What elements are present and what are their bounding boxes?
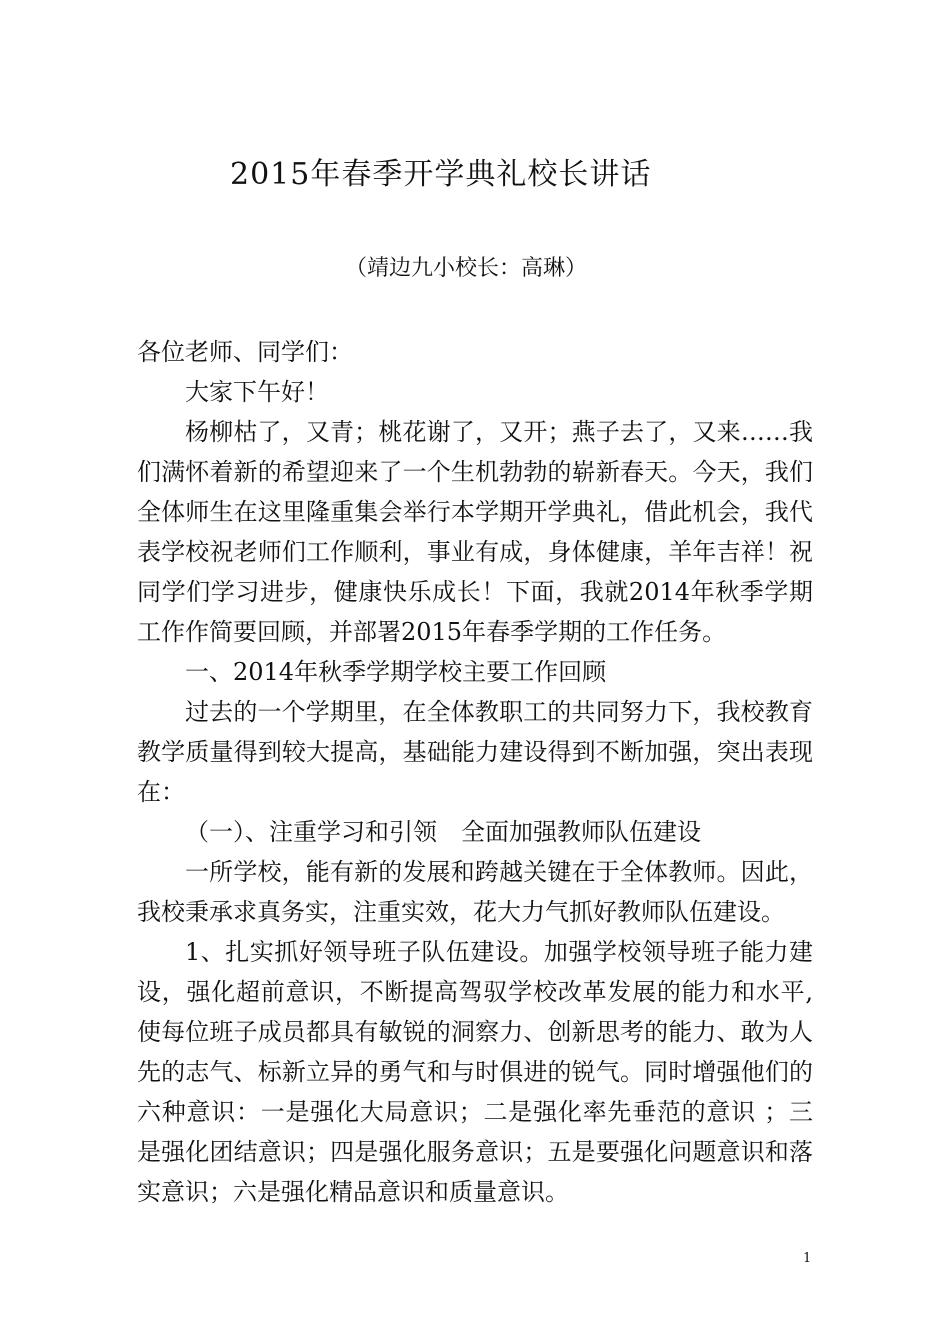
subsection-heading: （一）、注重学习和引领 全面加强教师队伍建设 [185,818,701,846]
review-paragraph: 过去的一个学期里，在全体教职工的共同努力下，我校教育教学质量得到较大提高，基础能力建设得到不断加强，突出表现在： [137,698,813,806]
leadership-paragraph: 1、扎实抓好领导班子队伍建设。加强学校领导班子能力建设，强化超前意识，不断提高驾驭学校改革发展的能力和水平,使每位班子成员都具有敏锐的洞察力、创新思考的能力、敢为人先的志气、标新立异的勇气和与时俱进的锐气。同时增强他们的六种意识：一是强化大局意识；二是强化率先垂范的意识 ；三是强化团结意识；四是强化服务意识；五是要强化问题意识和落实意识；六是强化精品意识和质量意识。 [137,938,813,1206]
document-body [137,332,813,1212]
greeting-paragraph: 大家下午好！ [185,378,329,406]
intro-paragraph: 杨柳枯了，又青；桃花谢了，又开；燕子去了，又来……我们满怀着新的希望迎来了一个生机勃勃的崭新春天。今天，我们全体师生在这里隆重集会举行本学期开学典礼，借此机会，我代表学校祝老师们工作顺利，事业有成，身体健康，羊年吉祥！祝同学们学习进步，健康快乐成长！下面，我就2014年秋季学期工作作简要回顾，并部署2015年春季学期的工作任务。 [137,418,813,646]
teacher-team-paragraph: 一所学校，能有新的发展和跨越关键在于全体教师。因此，我校秉承求真务实，注重实效，花大力气抓好教师队伍建设。 [137,858,813,926]
section-heading: 一、2014年秋季学期学校主要工作回顾 [185,658,607,686]
page-number: 1 [803,1251,812,1266]
document-byline: （靖边九小校长：高琳） [345,256,588,281]
salutation: 各位老师、同学们： [137,338,353,366]
document-title: 2015年春季开学典礼校长讲话 [230,157,652,192]
